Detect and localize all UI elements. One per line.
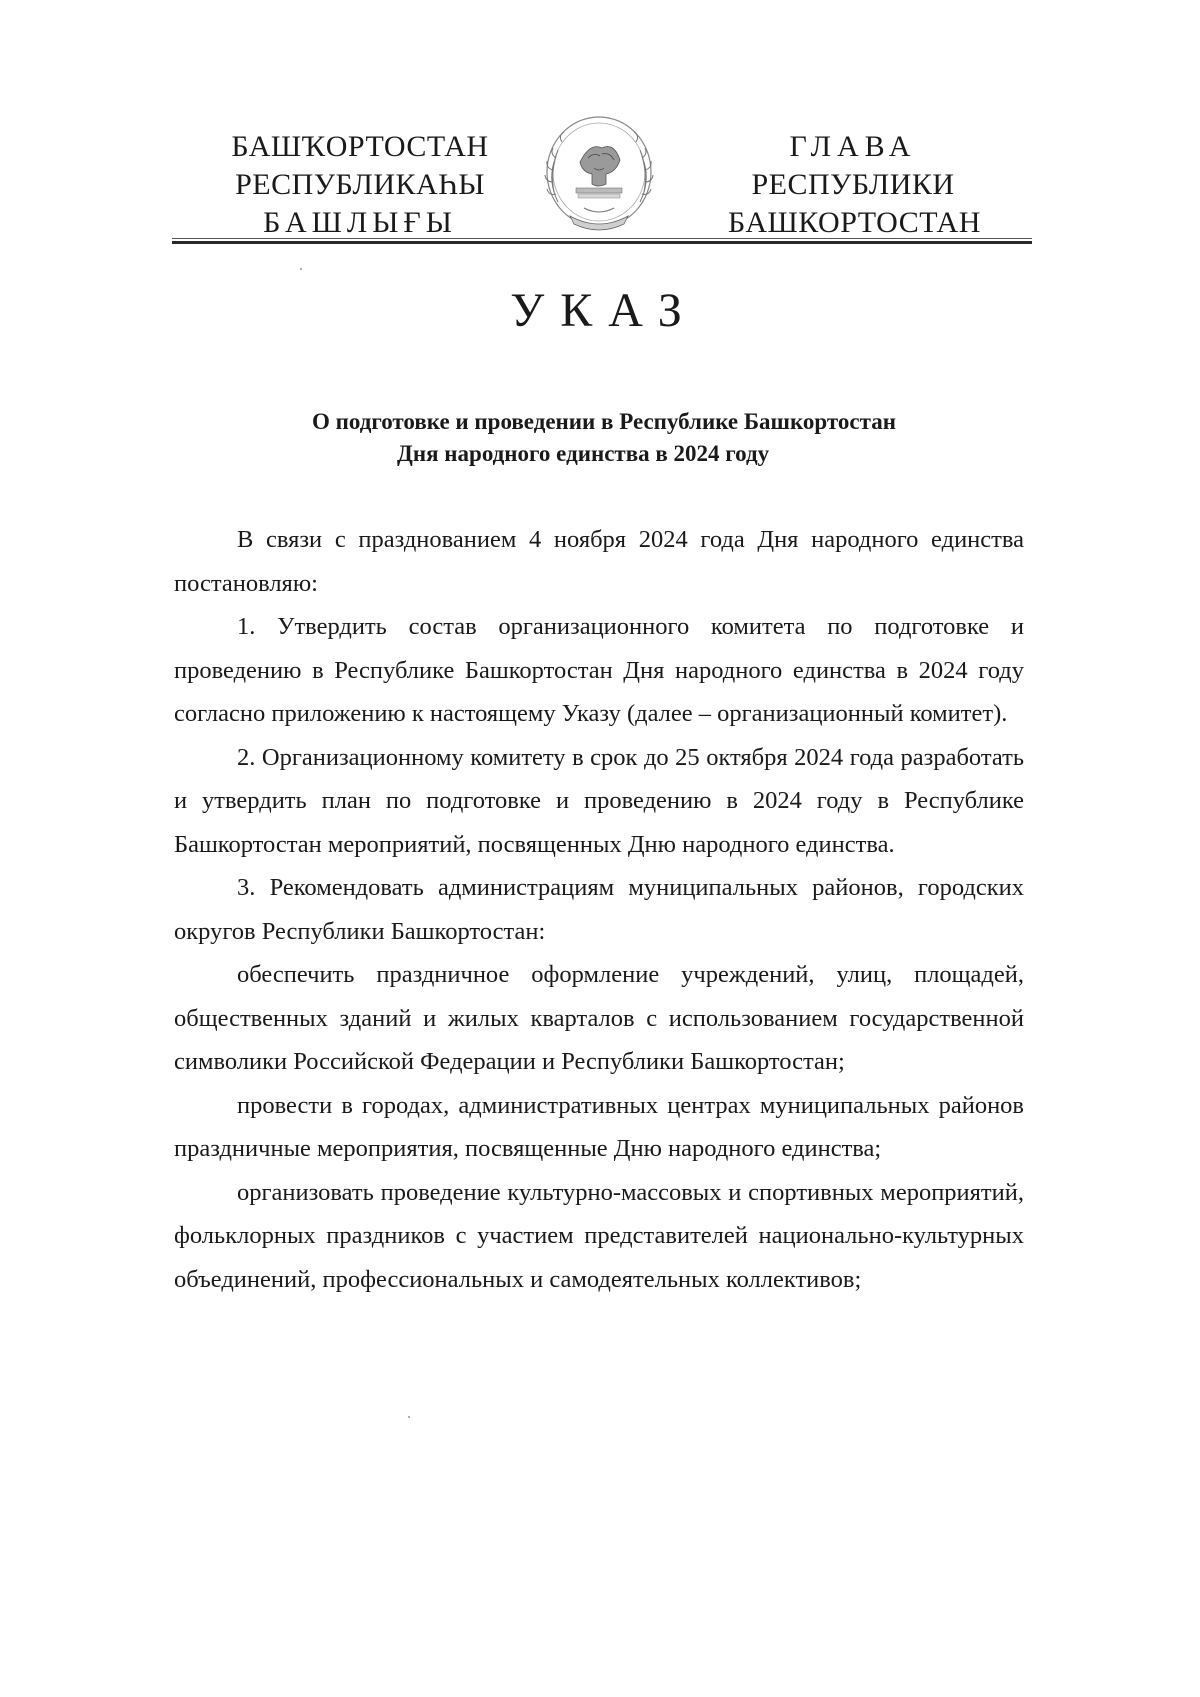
header-right-line-1: ГЛАВА [789,130,917,163]
document-body [174,518,1024,1301]
header-left-line-2: РЕСПУБЛИКАҺЫ [235,168,485,201]
header-left-line-1: БАШҠОРТОСТАН [231,130,489,163]
body-paragraph-5: обеспечить праздничное оформление учреждений, улиц, площадей, общественных зданий и жилых кварталов с использованием государственной символики Российской Федерации и Республики Башкортостан; [174,961,1024,1075]
body-paragraph-1: В связи с празднованием 4 ноября 2024 года Дня народного единства постановляю: [174,526,1024,597]
header-russian-block [728,128,981,242]
header-bashkir-block [230,128,490,242]
coat-of-arms-emblem-icon [540,112,658,238]
header-divider-thick [172,241,1032,244]
body-paragraph-4: 3. Рекомендовать администрациям муниципальных районов, городских округов Республики Башкортостан: [174,874,1024,945]
scan-speck [300,268,302,270]
body-paragraph-7: организовать проведение культурно-массовых и спортивных мероприятий, фольклорных праздников с участием представителей национально-культурных объединений, профессиональных и самодеятельных коллективов; [174,1178,1024,1293]
header-right-line-3: БАШКОРТОСТАН [728,206,981,239]
document-title-line-2: Дня народного единства в 2024 году [397,441,770,466]
body-paragraph-3: 2. Организационному комитету в срок до 25 октября 2024 года разработать и утвердить план по подготовке и проведению в 2024 году в Республике Башкортостан мероприятий, посвященных Дню народного единства. [174,743,1024,858]
body-paragraph-6: провести в городах, административных центрах муниципальных районов праздничные мероприятия, посвященные Дню народного единства; [174,1091,1024,1162]
document-title-line-1: О подготовке и проведении в Республике Башкортостан [312,409,896,434]
scan-speck [408,1416,410,1418]
header-left-line-3: БАШЛЫҒЫ [263,206,457,239]
header-divider-thin [172,238,1032,239]
document-title [300,406,970,470]
document-type-heading: УКАЗ [510,284,698,337]
header-right-line-2: РЕСПУБЛИКИ [751,168,955,201]
body-paragraph-2: 1. Утвердить состав организационного комитета по подготовке и проведению в Республике Башкортостан Дня народного единства в 2024 году согласно приложению к настоящему Указу (далее – организационный комитет). [174,613,1024,727]
